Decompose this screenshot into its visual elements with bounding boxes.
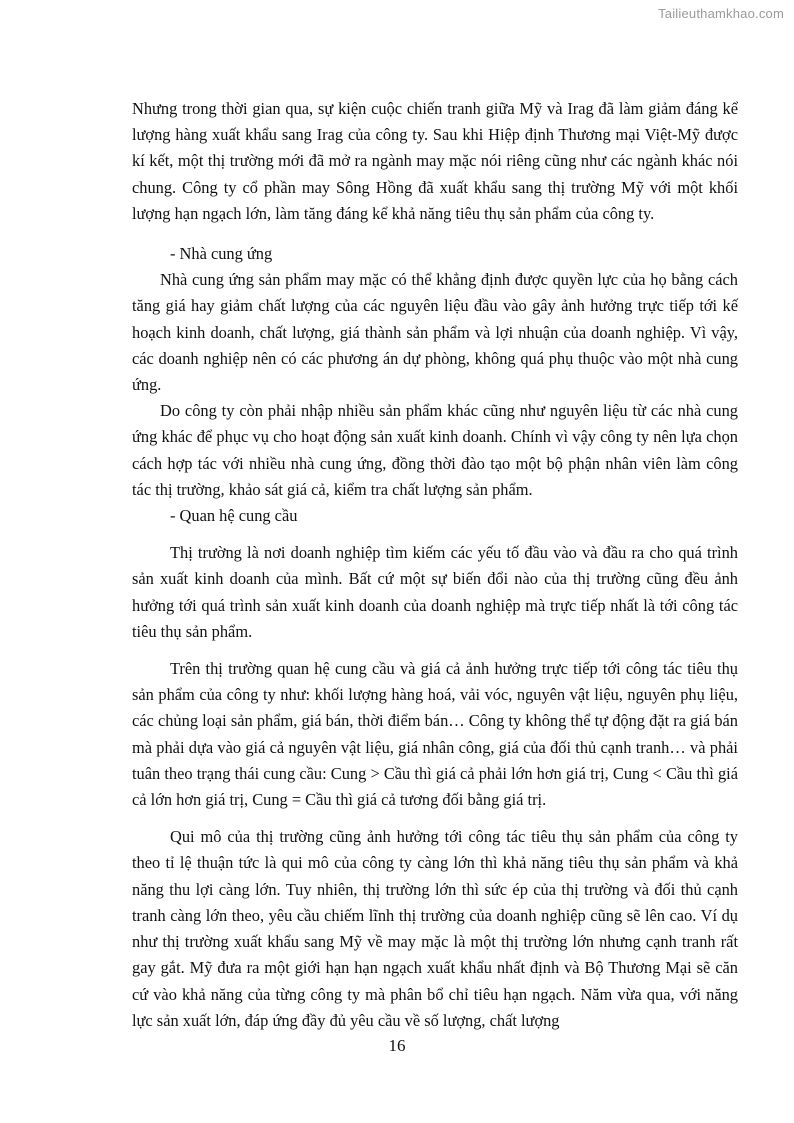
page-number: 16 [388,1036,406,1055]
paragraph-market: Thị trường là nơi doanh nghiệp tìm kiếm các yếu tố đầu vào và đầu ra cho quá trình sản xuất kinh doanh của mình. Bất cứ một sự biến đổi nào của thị trường cũng đều ảnh hưởng tới quá trình sản xuất kinh doanh của doanh nghiệp mà trực tiếp nhất là tới công tác tiêu thụ sản phẩm. [132,543,738,641]
subheading-suppliers: - Nhà cung ứng [170,244,273,264]
document-body [132,96,738,1034]
paragraph-supply-demand-price: Trên thị trường quan hệ cung cầu và giá cả ảnh hưởng trực tiếp tới công tác tiêu thụ sản phẩm của công ty như: khối lượng hàng hoá, vải vóc, nguyên vật liệu, nguyên phụ liệu, các chủng loại sản phẩm, giá bán, thời điểm bán… Công ty không thể tự động đặt ra giá bán mà phải dựa vào giá cả nguyên vật liệu, giá nhân công, giá của đối thủ cạnh tranh… và phải tuân theo trạng thái cung cầu: Cung > Cầu thì giá cả phải lớn hơn giá trị, Cung < Cầu thì giá cả lớn hơn giá trị, Cung = Cầu thì giá cả tương đối bằng giá trị. [132,659,738,810]
paragraph-intro: Nhưng trong thời gian qua, sự kiện cuộc chiến tranh giữa Mỹ và Irag đã làm giảm đáng kể lượng hàng xuất khẩu sang Irag của công ty. Sau khi Hiệp định Thương mại Việt-Mỹ được kí kết, một thị trường mới đã mở ra ngành may mặc nói riêng cũng như các ngành khác nói chung. Công ty cổ phần may Sông Hồng đã xuất khẩu sang thị trường Mỹ với một khối lượng hạn ngạch lớn, làm tăng đáng kể khả năng tiêu thụ sản phẩm của công ty. [132,99,738,223]
paragraph-market-scale: Qui mô của thị trường cũng ảnh hưởng tới công tác tiêu thụ sản phẩm của công ty theo tỉ lệ thuận tức là qui mô của công ty càng lớn thì khả năng tiêu thụ sản phẩm và khả năng thu lợi càng lớn. Tuy nhiên, thị trường lớn thì sức ép của thị trường và đối thủ cạnh tranh càng lớn theo, yêu cầu chiếm lĩnh thị trường của doanh nghiệp cũng sẽ lên cao. Ví dụ như thị trường xuất khẩu sang Mỹ về may mặc là một thị trường lớn nhưng cạnh tranh rất gay gắt. Mỹ đưa ra một giới hạn hạn ngạch xuất khẩu nhất định và Bộ Thương Mại sẽ căn cứ vào khả năng của từng công ty mà phân bổ chỉ tiêu hạn ngạch. Năm vừa qua, với năng lực sản xuất lớn, đáp ứng đầy đủ yêu cầu về số lượng, chất lượng [132,827,738,1030]
paragraph-suppliers: Nhà cung ứng sản phẩm may mặc có thể khẳng định được quyền lực của họ bằng cách tăng giá hay giảm chất lượng của các nguyên liệu đầu vào gây ảnh hưởng trực tiếp tới kế hoạch kinh doanh, chất lượng, giá thành sản phẩm và lợi nhuận của doanh nghiệp. Vì vậy, các doanh nghiệp nên có các phương án dự phòng, không quá phụ thuộc vào một nhà cung ứng. [132,270,738,395]
watermark: Tailieuthamkhao.com [658,6,784,21]
subheading-supply-demand: - Quan hệ cung cầu [170,506,298,526]
paragraph-suppliers-strategy: Do công ty còn phải nhập nhiều sản phẩm khác cũng như nguyên liệu từ các nhà cung ứng khác để phục vụ cho hoạt động sản xuất kinh doanh. Chính vì vậy công ty nên lựa chọn cách hợp tác với nhiều nhà cung ứng, đồng thời đào tạo một bộ phận nhân viên làm công tác thị trường, khảo sát giá cả, kiểm tra chất lượng sản phẩm. [132,401,738,499]
